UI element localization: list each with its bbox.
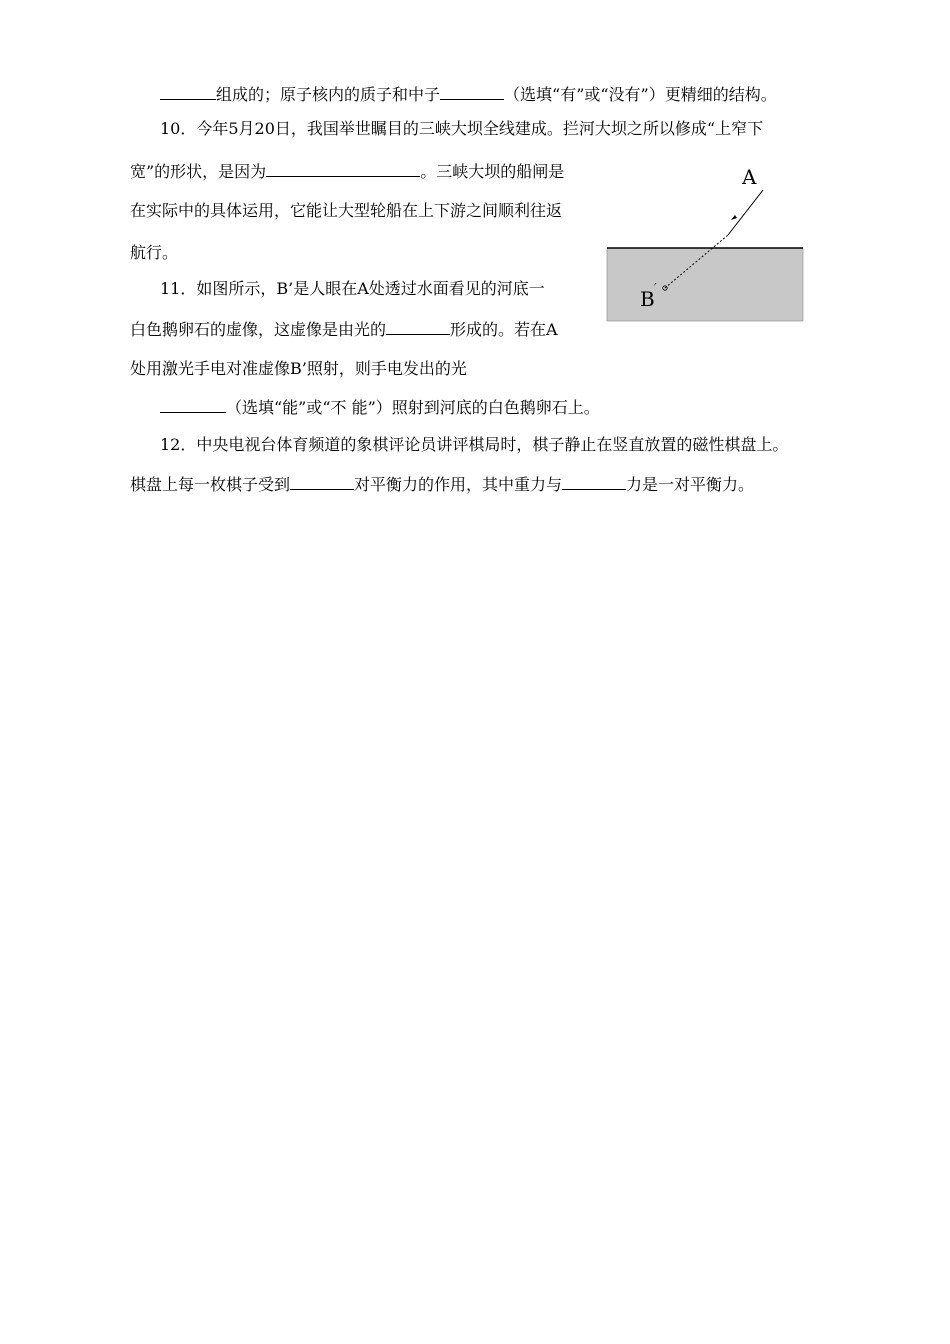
text-segment: 对平衡力的作用，其中重力与 bbox=[354, 475, 563, 494]
answer-blank[interactable] bbox=[562, 473, 626, 490]
question-12-text: 12．中央电视台体育频道的象棋评论员讲评棋局时，棋子静止在竖直放置的磁性棋盘上。 bbox=[160, 435, 789, 454]
label-a: A bbox=[742, 165, 757, 189]
label-b: B bbox=[640, 287, 655, 311]
text-segment: 在实际中的具体运用，它能让大型轮船在上下游之间顺利往返 bbox=[130, 201, 563, 220]
question-10-line-2 bbox=[130, 160, 564, 183]
text-segment: （选填“能”或“不 能”）照射到河底的白色鹅卵石上。 bbox=[226, 398, 600, 417]
answer-blank[interactable] bbox=[160, 396, 226, 413]
answer-blank[interactable] bbox=[440, 83, 504, 100]
light-ray bbox=[728, 190, 763, 235]
question-11-line-2 bbox=[130, 318, 558, 341]
text-segment: 力是一对平衡力。 bbox=[626, 475, 755, 494]
text-segment: （选填“有”或“没有”）更精细的结构。 bbox=[504, 85, 777, 104]
text-segment: 航行。 bbox=[130, 243, 179, 262]
text-segment: 棋盘上每一枚棋子受到 bbox=[130, 475, 291, 494]
question-11-line-3 bbox=[130, 358, 467, 380]
arrow-head bbox=[731, 215, 737, 220]
answer-blank[interactable] bbox=[290, 473, 354, 490]
text-segment: 白色鹅卵石的虚像，这虚像是由光的 bbox=[130, 320, 387, 339]
question-10-line-1 bbox=[160, 118, 763, 140]
answer-blank[interactable] bbox=[386, 318, 450, 335]
text-line-1 bbox=[160, 83, 777, 106]
label-b-prime: ′ bbox=[654, 281, 657, 295]
water-region bbox=[607, 248, 803, 321]
question-11-text: 11．如图所示，B’是人眼在A处透过水面看见的河底一 bbox=[160, 279, 545, 298]
question-11-line-1 bbox=[160, 278, 545, 300]
question-12-line-1 bbox=[160, 434, 788, 456]
text-segment: 组成的；原子核内的质子和中子 bbox=[216, 85, 441, 104]
question-12-line-2 bbox=[130, 473, 754, 496]
question-11-line-4 bbox=[160, 396, 600, 419]
question-10-line-3 bbox=[130, 200, 562, 222]
question-10-text: 10．今年5月20日，我国举世瞩目的三峡大坝全线建成。拦河大坝之所以修成“上窄下 bbox=[160, 119, 764, 138]
text-segment: 宽”的形状，是因为 bbox=[130, 162, 267, 181]
answer-blank[interactable] bbox=[160, 83, 216, 100]
text-segment: 形成的。若在A bbox=[450, 320, 558, 339]
refraction-diagram bbox=[600, 160, 810, 330]
answer-blank[interactable] bbox=[266, 160, 420, 177]
question-10-line-4 bbox=[130, 242, 178, 264]
text-segment: 。三峡大坝的船闸是 bbox=[420, 162, 565, 181]
text-segment: 处用激光手电对准虚像B’照射，则手电发出的光 bbox=[130, 359, 467, 378]
